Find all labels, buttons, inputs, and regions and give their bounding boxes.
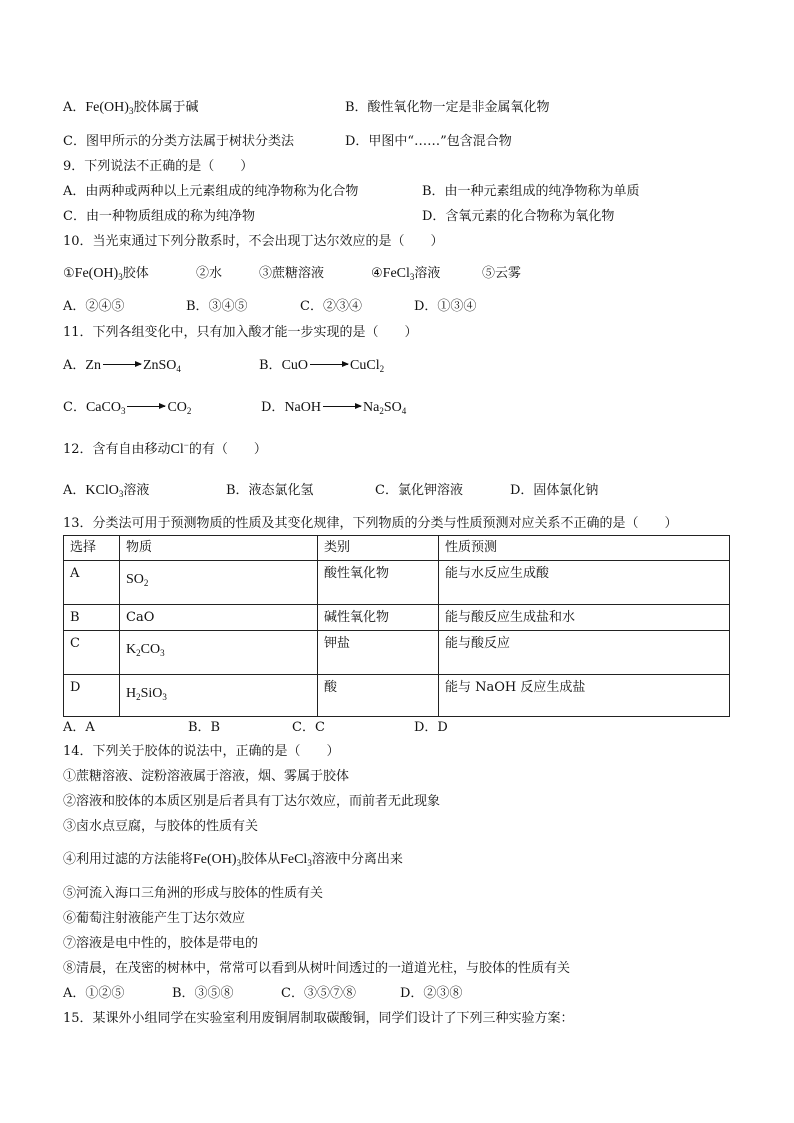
- q12-option-d: D．固体氯化钠: [510, 483, 599, 498]
- q14-statement-3: ③卤水点豆腐，与胶体的性质有关: [63, 819, 259, 834]
- q14-option-b: B．③⑤⑧: [172, 986, 234, 1001]
- q14-statement-8: ⑧清晨，在茂密的树林中，常常可以看到从树叶间透过的一道道光柱，与胶体的性质有关: [63, 961, 571, 976]
- option-cell: C: [64, 631, 120, 675]
- q10-item-1: $①Fe(OH)_3$胶体: [63, 266, 149, 282]
- q14-option-a: A．①②⑤: [63, 986, 125, 1001]
- q9-stem: 9．下列说法不正确的是（ ）: [63, 159, 254, 174]
- q10-option-d: D．①③④: [414, 299, 477, 314]
- q10-item-3: ③蔗糖溶液: [259, 266, 325, 281]
- substance-cell: $SO_2$: [120, 561, 318, 605]
- q13-option-c: C．C: [292, 720, 325, 735]
- category-cell: 酸: [318, 675, 439, 717]
- q13-stem: 13．分类法可用于预测物质的性质及其变化规律，下列物质的分类与性质预测对应关系不正确的是（ ）: [63, 516, 678, 531]
- q9-option-a: A．由两种或两种以上元素组成的纯净物称为化合物: [63, 184, 359, 199]
- q11-stem: 11．下列各组变化中，只有加入酸才能一步实现的是（ ）: [63, 325, 418, 340]
- category-cell: 钾盐: [318, 631, 439, 675]
- q11-option-a: A．Zn ZnSO$_4$: [63, 358, 181, 374]
- category-cell: 碱性氧化物: [318, 605, 439, 631]
- q12-stem: 12．含有自由移动Cl−的有（ ）: [63, 440, 267, 457]
- q14-statement-2: ②溶液和胶体的本质区别是后者具有丁达尔效应，而前者无此现象: [63, 794, 441, 809]
- q11-option-d: D．NaOH $Na_2SO_4$: [261, 400, 407, 416]
- q10-option-b: B．③④⑤: [186, 299, 248, 314]
- table-row: [64, 631, 730, 675]
- q14-statement-1: ①蔗糖溶液、淀粉溶液属于溶液，烟、雾属于胶体: [63, 769, 350, 784]
- q11-option-b: B．CuO CuCl$_2$: [259, 358, 385, 374]
- header-cell: 类别: [318, 536, 439, 561]
- substance-cell: $H_2SiO_3$: [120, 675, 318, 717]
- q12-option-c: C．氯化钾溶液: [375, 483, 463, 498]
- q14-statement-7: ⑦溶液是电中性的，胶体是带电的: [63, 936, 259, 951]
- q13-option-d: D．D: [414, 720, 448, 735]
- q10-stem: 10．当光束通过下列分散系时，不会出现丁达尔效应的是（ ）: [63, 234, 444, 249]
- header-cell: 选择: [64, 536, 120, 561]
- q8-option-b: B．酸性氧化物一定是非金属氧化物: [345, 100, 550, 115]
- q11-option-c: C．CaCO$_3$ $CO_2$: [63, 400, 192, 416]
- header-cell: 性质预测: [439, 536, 730, 561]
- prediction-cell: 能与酸反应: [439, 631, 730, 675]
- substance-cell: CaO: [120, 605, 318, 631]
- category-cell: 酸性氧化物: [318, 561, 439, 605]
- q13-table: [63, 535, 730, 717]
- q13-option-b: B．B: [188, 720, 221, 735]
- option-cell: B: [64, 605, 120, 631]
- q10-item-4: ④FeCl$_3$溶液: [371, 266, 441, 282]
- q9-option-b: B．由一种元素组成的纯净物称为单质: [422, 184, 640, 199]
- table-row: [64, 605, 730, 631]
- q14-option-d: D．②③⑧: [400, 986, 463, 1001]
- table-row: [64, 675, 730, 717]
- q8-option-c: C．图甲所示的分类方法属于树状分类法: [63, 134, 294, 149]
- q9-option-c: C．由一种物质组成的称为纯净物: [63, 209, 255, 224]
- q14-stem: 14．下列关于胶体的说法中，正确的是（ ）: [63, 744, 340, 759]
- q12-option-a: A．KClO$_3$溶液: [63, 483, 150, 499]
- q14-statement-6: ⑥葡萄注射液能产生丁达尔效应: [63, 911, 246, 926]
- q14-statement-5: ⑤河流入海口三角洲的形成与胶体的性质有关: [63, 886, 324, 901]
- substance-cell: $K_2CO_3$: [120, 631, 318, 675]
- q10-option-a: A．②④⑤: [63, 299, 125, 314]
- q15-stem: 15．某课外小组同学在实验室利用废铜屑制取碳酸铜，同学们设计了下列三种实验方案：: [63, 1011, 574, 1026]
- q10-item-2: ②水: [196, 266, 223, 281]
- q9-option-d: D．含氧元素的化合物称为氧化物: [422, 209, 615, 224]
- q14-statement-4: ④利用过滤的方法能将$Fe(OH)_3$胶体从FeCl$_3$溶液中分离出来: [63, 852, 403, 868]
- q10-item-5: ⑤云雾: [482, 266, 522, 281]
- table-row: [64, 561, 730, 605]
- header-cell: 物质: [120, 536, 318, 561]
- prediction-cell: 能与水反应生成酸: [439, 561, 730, 605]
- q14-option-c: C．③⑤⑦⑧: [281, 986, 356, 1001]
- table-header-row: [64, 536, 730, 561]
- q8-option-d: D．甲图中“……”包含混合物: [345, 134, 512, 149]
- q13-option-a: A．A: [63, 720, 95, 735]
- q12-option-b: B．液态氯化氢: [226, 483, 314, 498]
- q8-option-a: A．$Fe(OH)_3$胶体属于碱: [63, 100, 199, 116]
- option-cell: A: [64, 561, 120, 605]
- prediction-cell: 能与酸反应生成盐和水: [439, 605, 730, 631]
- q10-option-c: C．②③④: [300, 299, 362, 314]
- prediction-cell: 能与 NaOH 反应生成盐: [439, 675, 730, 717]
- option-cell: D: [64, 675, 120, 717]
